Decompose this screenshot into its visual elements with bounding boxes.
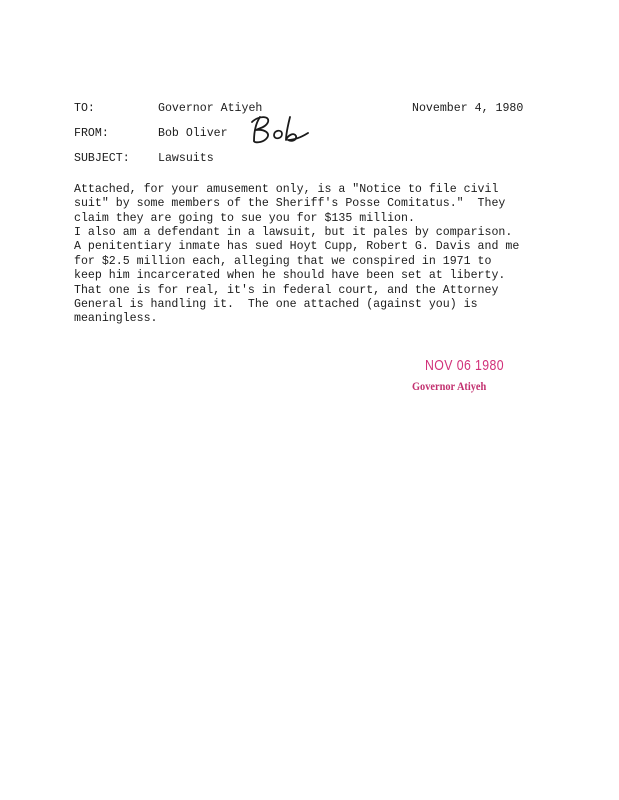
memo-date: November 4, 1980 xyxy=(412,102,524,115)
paragraph-2 xyxy=(74,226,584,327)
paragraph-2-line: I also am a defendant in a lawsuit, but it pales by comparison. xyxy=(74,226,513,239)
paragraph-2-line: A penitentiary inmate has sued Hoyt Cupp, Robert G. Davis and me xyxy=(74,240,520,254)
paragraph-1-line: suit" by some members of the Sheriff's Posse Comitatus." They xyxy=(74,197,506,211)
paragraph-2-line: keep him incarcerated when he should have been set at liberty. xyxy=(74,269,506,283)
received-stamp-date: NOV 06 1980 xyxy=(425,357,505,374)
paragraph-1 xyxy=(74,183,584,226)
subject-label: SUBJECT: xyxy=(74,152,130,165)
paragraph-2-line: meaningless. xyxy=(74,312,158,326)
to-value: Governor Atiyeh xyxy=(158,102,263,115)
paragraph-2-line: That one is for real, it's in federal court, and the Attorney xyxy=(74,283,499,297)
from-value: Bob Oliver xyxy=(158,127,228,140)
subject-value: Lawsuits xyxy=(158,152,214,165)
paragraph-1-line: Attached, for your amusement only, is a "Notice to file civil xyxy=(74,183,499,196)
received-stamp-name: Governor Atiyeh xyxy=(412,381,487,393)
paragraph-2-line: for $2.5 million each, alleging that we conspired in 1971 to xyxy=(74,254,492,268)
from-label: FROM: xyxy=(74,127,109,140)
signature-image xyxy=(244,113,314,147)
to-label: TO: xyxy=(74,102,95,115)
paragraph-2-line: General is handling it. The one attached (against you) is xyxy=(74,298,478,312)
paragraph-1-line: claim they are going to sue you for $135 million. xyxy=(74,211,415,225)
